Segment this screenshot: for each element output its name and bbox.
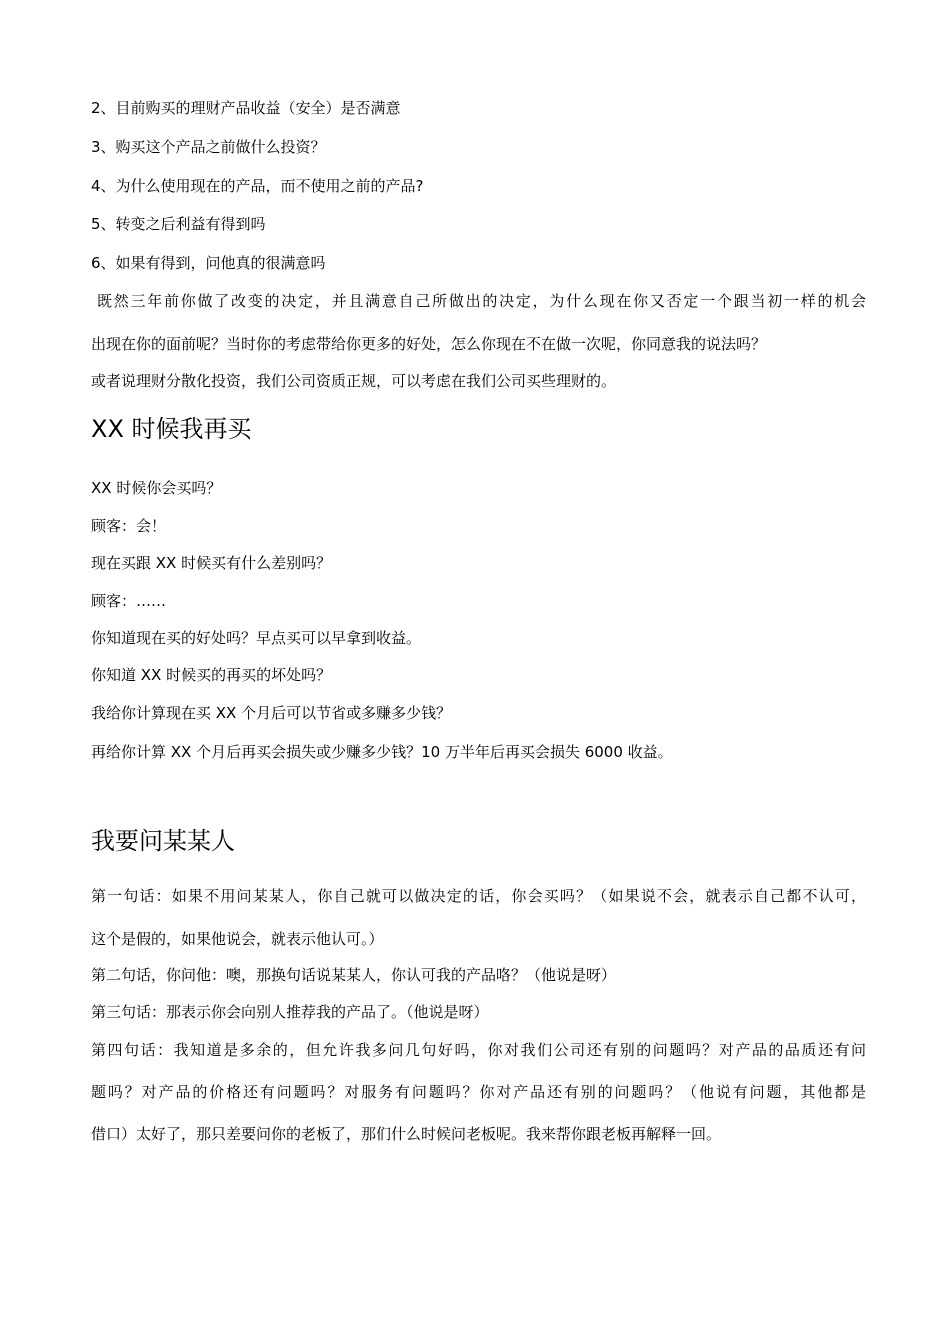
dialogue-line: XX 时候你会买吗？ — [91, 479, 222, 497]
paragraph-line: 第一句话：如果不用问某某人，你自己就可以做决定的话，你会买吗？（如果说不会，就表示自己都不认可， — [91, 887, 866, 905]
paragraph-line: 题吗？对产品的价格还有问题吗？对服务有问题吗？你对产品还有别的问题吗？（他说有问题，其他都是 — [91, 1083, 866, 1101]
paragraph-line: 第四句话：我知道是多余的，但允许我多问几句好吗，你对我们公司还有别的问题吗？对产品的品质还有问 — [91, 1041, 866, 1059]
list-item: 6、如果有得到，问他真的很满意吗 — [91, 254, 326, 272]
list-item: 5、转变之后利益有得到吗 — [91, 215, 266, 233]
paragraph-line: 既然三年前你做了改变的决定，并且满意自己所做出的决定，为什么现在你又否定一个跟当初一样的机会 — [97, 292, 866, 310]
paragraph-line: 出现在你的面前呢？当时你的考虑带给你更多的好处，怎么你现在不在做一次呢，你同意我的说法吗？ — [91, 335, 767, 353]
list-item: 3、购买这个产品之前做什么投资？ — [91, 138, 326, 156]
paragraph-line: 借口）太好了，那只差要问你的老板了，那们什么时候问老板呢。我来帮你跟老板再解释一回。 — [91, 1125, 722, 1143]
dialogue-line: 我给你计算现在买 XX 个月后可以节省或多赚多少钱？ — [91, 704, 452, 722]
section-heading: 我要问某某人 — [91, 827, 235, 855]
dialogue-line: 再给你计算 XX 个月后再买会损失或少赚多少钱？10 万半年后再买会损失 6000 收益。 — [91, 743, 673, 761]
paragraph: 第二句话，你问他：噢，那换句话说某某人，你认可我的产品咯？（他说是呀） — [91, 966, 617, 984]
dialogue-line: 顾客：会！ — [91, 517, 167, 535]
section-heading: XX 时候我再买 — [91, 415, 252, 443]
paragraph: 或者说理财分散化投资，我们公司资质正规，可以考虑在我们公司买些理财的。 — [91, 372, 617, 390]
paragraph-line: 这个是假的，如果他说会，就表示他认可。） — [91, 930, 384, 948]
paragraph: 第三句话：那表示你会向别人推荐我的产品了。（他说是呀） — [91, 1003, 489, 1021]
dialogue-line: 现在买跟 XX 时候买有什么差别吗？ — [91, 554, 332, 572]
dialogue-line: 顾客：…… — [91, 592, 167, 610]
list-item: 2、目前购买的理财产品收益（安全）是否满意 — [91, 99, 401, 117]
list-item: 4、为什么使用现在的产品，而不使用之前的产品? — [91, 177, 424, 195]
dialogue-line: 你知道 XX 时候买的再买的坏处吗？ — [91, 666, 332, 684]
dialogue-line: 你知道现在买的好处吗？早点买可以早拿到收益。 — [91, 629, 422, 647]
